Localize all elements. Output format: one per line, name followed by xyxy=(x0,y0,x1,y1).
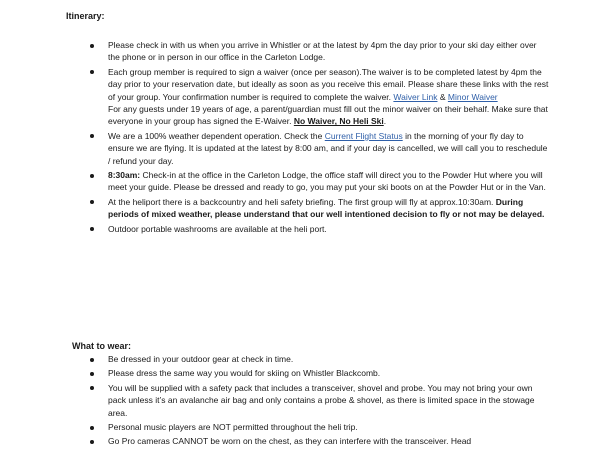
gopro-text: Go Pro cameras CANNOT be worn on the chest, as they can interfere with the transceiver. Head xyxy=(108,436,472,447)
minor-waiver-text: For any guests under 19 years of age, a parent/guardian must fill out the minor waiver on their behalf. Make sure that everyone in your group has signed the E-Waiver. xyxy=(108,104,548,127)
list-item xyxy=(90,196,550,221)
checkin-text: Please check in with us when you arrive in Whistler or at the latest by 4pm the day prior to your ski day either over the phone or in person in our office in the Carleton Lodge. xyxy=(108,40,537,63)
weather-text-2: in the morning of your fly day to ensure we are flying. It is updated at the latest by 8:00 am, and if your day is cancelled, we will call you to reschedule / refund your day. xyxy=(108,130,548,166)
dress-same-text: Please dress the same way you would for skiing on Whistler Blackcomb. xyxy=(108,368,381,379)
waiver-text: Each group member is required to sign a waiver (once per season).The waiver is to be completed latest by 4pm the day prior to your reservation date, but ideally as soon as you receive this email. Please share these links with the rest of your group. Your confirmation number is required to complete the waiver. xyxy=(108,66,549,102)
mixed-weather-warning: During periods of mixed weather, please understand that our well intentioned decision to fly or not may be delayed. xyxy=(108,196,545,220)
checkin-time: 8:30am: xyxy=(108,170,141,181)
washroom-text: Outdoor portable washrooms are available at the heli port. xyxy=(108,223,327,234)
list-item xyxy=(90,382,550,419)
list-item xyxy=(90,367,550,379)
itinerary-list xyxy=(90,39,550,237)
list-item xyxy=(90,421,550,433)
no-waiver-warning: No Waiver, No Heli Ski xyxy=(293,116,384,127)
list-item xyxy=(90,130,550,167)
list-item xyxy=(90,169,550,194)
flight-status-link[interactable]: Current Flight Status xyxy=(324,130,403,141)
minor-waiver-link[interactable]: Minor Waiver xyxy=(447,91,498,102)
list-item xyxy=(90,435,550,447)
list-item xyxy=(90,66,550,128)
waiver-link[interactable]: Waiver Link xyxy=(393,91,438,102)
what-to-wear-list xyxy=(90,353,550,450)
waiver-period: . xyxy=(383,116,387,127)
dress-text: Be dressed in your outdoor gear at check in time. xyxy=(108,354,294,364)
weather-text: We are a 100% weather dependent operation. Check the xyxy=(108,130,325,141)
checkin-instructions: Check-in at the office in the Carleton Lodge, the office staff will direct you to the Powder Hut where you will meet your guide. Please be dressed and ready to go, you may put your ski boots on at the Powder Hut or in the Van. xyxy=(108,170,546,193)
waiver-ampersand: & xyxy=(437,91,448,102)
safety-pack-text: You will be supplied with a safety pack that includes a transceiver, shovel and probe. You may not bring your own pack unless it’s an avalanche air bag and only contains a probe & shovel, as there is limited space in the stowage area. xyxy=(108,382,535,418)
music-players-text: Personal music players are NOT permitted throughout the heli trip. xyxy=(108,422,358,433)
itinerary-heading: Itinerary: xyxy=(66,11,105,21)
list-item xyxy=(90,223,550,235)
heliport-text: At the heliport there is a backcountry and heli safety briefing. The first group will fly at approx.10:30am. xyxy=(108,196,496,207)
what-to-wear-heading: What to wear: xyxy=(72,341,132,351)
list-item xyxy=(90,39,550,64)
list-item xyxy=(90,353,550,365)
